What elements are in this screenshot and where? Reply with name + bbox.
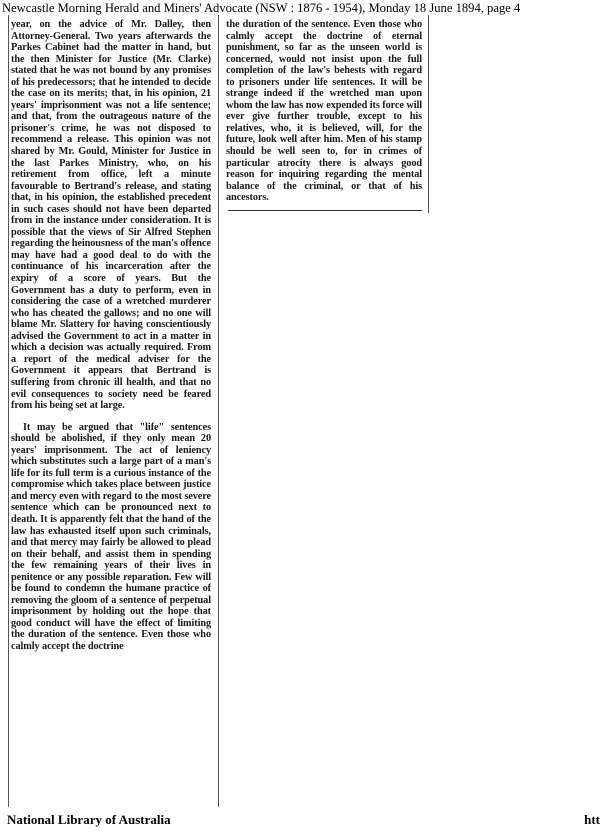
column-rule-middle: [218, 15, 219, 807]
article-column-2: [226, 19, 422, 204]
article-paragraph-3: the duration of the sentence. Even those who calmly accept the doctrine of eternal punishment, so far as the unseen world is concerned, would not insist upon the full completion of the law's behests with regard to prisoners under life sentences. It will be strange indeed if the wretched man upon whom the law has now expended its force will ever give further trouble, except to his relatives, who, it is believed, will, for the future, look well after him. Men of his stamp should be well seen to, for in crimes of particular atrocity there is always good reason for inquiring regarding the mental balance of the criminal, or that of his ancestors.: [226, 19, 422, 204]
article-column-1: [11, 19, 211, 807]
article-end-rule: [228, 210, 422, 211]
column-rule-left: [8, 15, 9, 807]
article-paragraph-1: year, on the advice of Mr. Dalley, then Attorney-General. Two years afterwards the Parkes Cabinet had the matter in hand, but the then Minister for Justice (Mr. Clarke) stated that he was not bound by any promises of his predecessors; that he intended to decide the case on its merits; that, in his opinion, 21 years' imprisonment was not a life sentence; and that, from the outrageous nature of the prisoner's crime, he was not disposed to recommend a release. This opinion was not shared by Mr. Gould, Minister for Justice in the last Parkes Ministry, who, on his retirement from office, left a minute favourable to Bertrand's release, and stating that, in his opinion, the established precedent in such cases should not have been departed from in the instance under consideration. It is possible that the views of Sir Alfred Stephen regarding the heinousness of the man's offence may have had a good deal to do with the continuance of his incarceration after the expiry of a score of years. But the Government has a duty to perform, even in considering the case of a wretched murderer who has cheated the gallows; and no one will blame Mr. Slattery for having conscientiously advised the Government to act in a matter in which a decision was actually required. From a report of the medical adviser for the Government it appears that Bertrand is suffering from chronic ill health, and that no evil consequences to society need be feared from his being set at large.: [11, 19, 211, 412]
paragraph-gap: [11, 412, 211, 422]
newspaper-clipping: [8, 15, 604, 807]
article-paragraph-2: It may be argued that "life" sentences should be abolished, if they only mean 20 years' imprisonment. The act of leniency which substitutes such a large part of a man's life for its full term is a curious instance of the compromise which takes place between justice and mercy even with regard to the most severe sentence which can be pronounced next to death. It is apparently felt that the hand of the law has exhausted itself upon such criminals, and that mercy may fairly be allowed to plead on their behalf, and assist them in spending the few remaining years of their lives in penitence or any possible reparation. Few will be found to condemn the humane practice of removing the gloom of a sentence of perpetual imprisonment by holding out the hope that good conduct will have the effect of limiting the duration of the sentence. Even those who calmly accept the doctrine: [11, 421, 211, 652]
column-rule-right: [428, 15, 429, 213]
url-fragment[interactable]: htt: [584, 812, 600, 827]
library-credit: National Library of Australia: [7, 812, 171, 827]
citation-header: Newcastle Morning Herald and Miners' Advocate (NSW : 1876 - 1954), Monday 18 June 1894, page 4: [2, 1, 521, 15]
